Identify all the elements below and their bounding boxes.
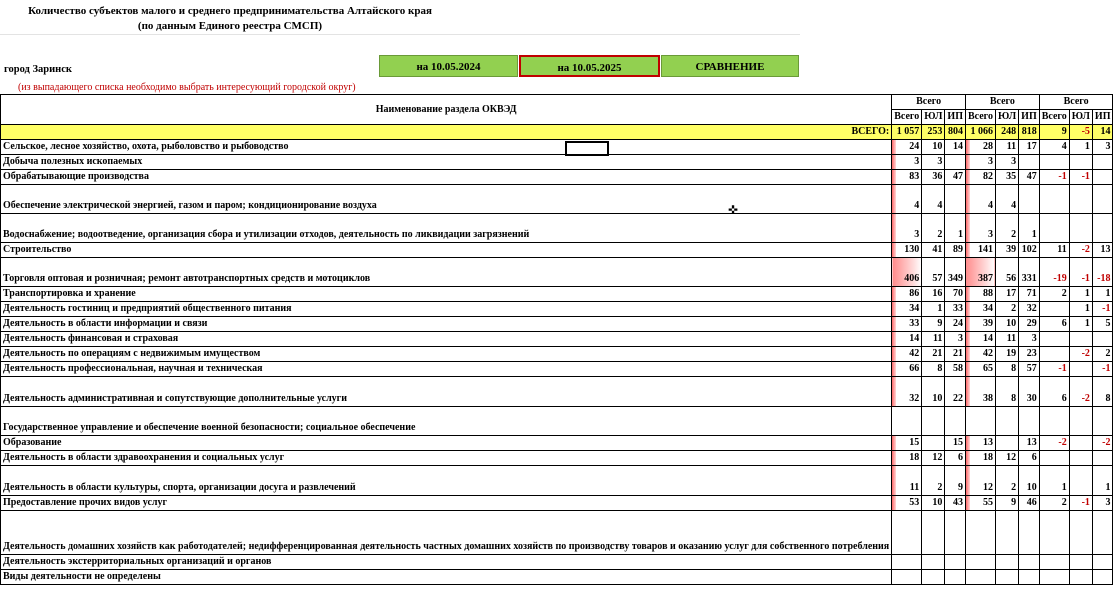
data-cell[interactable]: 3	[965, 214, 995, 243]
okved-section-name: Транспортировка и хранение	[1, 287, 892, 302]
data-cell[interactable]: 10	[995, 317, 1018, 332]
data-cell[interactable]	[945, 185, 966, 214]
data-cell[interactable]: 9	[945, 466, 966, 496]
okved-section-name: Строительство	[1, 243, 892, 258]
data-cell[interactable]	[965, 555, 995, 570]
data-cell[interactable]	[1069, 185, 1092, 214]
okved-section-name: Государственное управление и обеспечение военной безопасности; социальное обеспечение	[1, 407, 892, 436]
okved-section-name: Образование	[1, 436, 892, 451]
data-cell[interactable]: 6	[1039, 377, 1069, 407]
data-cell[interactable]: 29	[1019, 317, 1040, 332]
report-title-line1: Количество субъектов малого и среднего предпринимательства Алтайского края	[28, 5, 432, 17]
city-selector-hint: (из выпадающего списка необходимо выбрать интересующий городской округ)	[18, 82, 356, 93]
subcolumn-header: Всего	[1039, 110, 1069, 125]
okved-section-name: Деятельность в области здравоохранения и социальных услуг	[1, 451, 892, 466]
data-cell[interactable]: 12	[922, 451, 945, 466]
data-cell[interactable]: 18	[892, 451, 922, 466]
data-cell[interactable]: 2	[995, 214, 1018, 243]
data-cell[interactable]: 4	[995, 185, 1018, 214]
data-cell[interactable]: 42	[965, 347, 995, 362]
data-cell[interactable]: 66	[892, 362, 922, 377]
data-cell[interactable]: 9	[995, 496, 1018, 511]
table-row	[1, 466, 1113, 496]
data-cell[interactable]	[1039, 451, 1069, 466]
data-cell[interactable]: 39	[965, 317, 995, 332]
data-cell[interactable]: 3	[1092, 496, 1113, 511]
data-cell[interactable]: 4	[965, 185, 995, 214]
data-cell[interactable]: 21	[945, 347, 966, 362]
data-cell[interactable]	[945, 155, 966, 170]
data-cell[interactable]: 55	[965, 496, 995, 511]
data-cell[interactable]: 82	[965, 170, 995, 185]
data-cell[interactable]	[995, 407, 1018, 436]
data-cell[interactable]	[1092, 214, 1113, 243]
data-cell[interactable]: -2	[1069, 377, 1092, 407]
data-cell[interactable]: 34	[965, 302, 995, 317]
table-row	[1, 362, 1113, 377]
data-cell[interactable]: 15	[945, 436, 966, 451]
okved-section-name: Водоснабжение; водоотведение, организация сбора и утилизации отходов, деятельность по ликвидации загрязнений	[1, 214, 892, 243]
data-cell[interactable]: 11	[922, 332, 945, 347]
data-cell[interactable]: -1	[1039, 362, 1069, 377]
data-cell[interactable]	[965, 511, 995, 555]
data-cell[interactable]: 1	[1039, 466, 1069, 496]
data-cell[interactable]: 13	[965, 436, 995, 451]
table-row	[1, 570, 1113, 585]
data-cell[interactable]: 12	[965, 466, 995, 496]
data-cell[interactable]: -1	[1069, 258, 1092, 287]
data-cell[interactable]: 39	[995, 243, 1018, 258]
subcolumn-header: ЮЛ	[1069, 110, 1092, 125]
table-row	[1, 214, 1113, 243]
data-cell[interactable]: 86	[892, 287, 922, 302]
okved-section-name: Деятельность профессиональная, научная и техническая	[1, 362, 892, 377]
data-cell[interactable]: 12	[995, 451, 1018, 466]
data-cell[interactable]: -1	[1069, 496, 1092, 511]
data-cell[interactable]	[995, 555, 1018, 570]
table-row	[1, 496, 1113, 511]
column-header-okved: Наименование раздела ОКВЭД	[1, 95, 892, 125]
data-cell[interactable]: 16	[922, 287, 945, 302]
data-cell[interactable]: 30	[1019, 377, 1040, 407]
data-cell[interactable]: 36	[922, 170, 945, 185]
data-cell[interactable]: 88	[965, 287, 995, 302]
data-cell[interactable]: 1	[1019, 214, 1040, 243]
data-cell[interactable]: 2	[922, 214, 945, 243]
subcolumn-header: ЮЛ	[995, 110, 1018, 125]
data-cell[interactable]: 3	[995, 155, 1018, 170]
data-cell[interactable]: -19	[1039, 258, 1069, 287]
data-cell[interactable]: 46	[1019, 496, 1040, 511]
data-cell[interactable]: 102	[1019, 243, 1040, 258]
subcolumn-header: ИП	[945, 110, 966, 125]
data-cell[interactable]	[945, 407, 966, 436]
table-row	[1, 407, 1113, 436]
data-cell[interactable]	[1069, 214, 1092, 243]
data-cell[interactable]: 1	[1069, 302, 1092, 317]
data-cell[interactable]	[1039, 407, 1069, 436]
okved-section-name: Деятельность в области культуры, спорта, организации досуга и развлечений	[1, 466, 892, 496]
data-cell[interactable]	[922, 555, 945, 570]
table-row	[1, 436, 1113, 451]
data-cell[interactable]: 8	[922, 362, 945, 377]
table-row	[1, 243, 1113, 258]
data-cell[interactable]: 11	[1039, 243, 1069, 258]
table-row	[1, 258, 1113, 287]
table-row	[1, 170, 1113, 185]
data-cell[interactable]: 47	[1019, 170, 1040, 185]
data-cell[interactable]: -1	[1039, 170, 1069, 185]
group-header-total: Всего	[965, 95, 1039, 110]
data-cell[interactable]: 17	[1019, 140, 1040, 155]
data-cell[interactable]	[995, 436, 1018, 451]
data-cell[interactable]: 331	[1019, 258, 1040, 287]
data-cell[interactable]	[1019, 155, 1040, 170]
data-cell[interactable]: 1	[922, 302, 945, 317]
table-row	[1, 287, 1113, 302]
data-cell[interactable]	[1069, 451, 1092, 466]
data-cell[interactable]: 387	[965, 258, 995, 287]
divider	[0, 34, 800, 35]
data-cell[interactable]	[1039, 511, 1069, 555]
data-cell[interactable]	[945, 570, 966, 585]
data-cell[interactable]	[1019, 407, 1040, 436]
data-cell[interactable]: 4	[1039, 140, 1069, 155]
data-cell[interactable]: 38	[965, 377, 995, 407]
total-cell[interactable]: 1 066	[965, 125, 995, 140]
data-cell[interactable]: 10	[1019, 466, 1040, 496]
group-header-total: Всего	[892, 95, 966, 110]
data-cell[interactable]: 3	[1019, 332, 1040, 347]
data-cell[interactable]	[945, 511, 966, 555]
data-cell[interactable]: 53	[892, 496, 922, 511]
table-row	[1, 511, 1113, 555]
data-cell[interactable]	[1039, 570, 1069, 585]
data-cell[interactable]: 13	[1019, 436, 1040, 451]
data-cell[interactable]: 56	[995, 258, 1018, 287]
data-cell[interactable]: 13	[1092, 243, 1113, 258]
total-cell[interactable]: 9	[1039, 125, 1069, 140]
data-cell[interactable]: 10	[922, 377, 945, 407]
data-cell[interactable]	[1069, 362, 1092, 377]
data-cell[interactable]	[1069, 511, 1092, 555]
data-cell[interactable]: -2	[1092, 436, 1113, 451]
data-cell[interactable]: 21	[922, 347, 945, 362]
data-cell[interactable]: 141	[965, 243, 995, 258]
data-cell[interactable]: 43	[945, 496, 966, 511]
total-cell[interactable]: 818	[1019, 125, 1040, 140]
selected-cell-outline	[565, 141, 609, 156]
okved-section-name: Деятельность гостиниц и предприятий общественного питания	[1, 302, 892, 317]
data-cell[interactable]	[1019, 185, 1040, 214]
data-cell[interactable]	[965, 407, 995, 436]
data-cell[interactable]: 14	[892, 332, 922, 347]
total-label: ВСЕГО:	[1, 125, 892, 140]
data-cell[interactable]: 19	[995, 347, 1018, 362]
data-cell[interactable]: 41	[922, 243, 945, 258]
city-selector[interactable]: город Заринск	[4, 64, 72, 75]
date-2025-cell[interactable]: на 10.05.2025	[519, 55, 660, 77]
okved-table	[0, 94, 1113, 585]
data-cell[interactable]: -2	[1039, 436, 1069, 451]
data-cell[interactable]: 8	[995, 362, 1018, 377]
data-cell[interactable]: -18	[1092, 258, 1113, 287]
data-cell[interactable]	[1019, 511, 1040, 555]
header-row-groups	[1, 95, 1113, 110]
data-cell[interactable]	[922, 570, 945, 585]
data-cell[interactable]	[1019, 570, 1040, 585]
table-row	[1, 347, 1113, 362]
data-cell[interactable]	[1039, 347, 1069, 362]
total-cell[interactable]: 253	[922, 125, 945, 140]
data-cell[interactable]: 2	[922, 466, 945, 496]
data-cell[interactable]: 17	[995, 287, 1018, 302]
okved-section-name: Деятельность административная и сопутствующие дополнительные услуги	[1, 377, 892, 407]
table-row	[1, 185, 1113, 214]
data-cell[interactable]	[892, 407, 922, 436]
data-cell[interactable]	[1069, 155, 1092, 170]
data-cell[interactable]	[1069, 436, 1092, 451]
data-cell[interactable]	[1069, 555, 1092, 570]
okved-section-name: Деятельность в области информации и связи	[1, 317, 892, 332]
data-cell[interactable]: 8	[995, 377, 1018, 407]
data-cell[interactable]	[922, 511, 945, 555]
data-cell[interactable]: 10	[922, 140, 945, 155]
data-cell[interactable]: 9	[922, 317, 945, 332]
data-cell[interactable]: 2	[995, 466, 1018, 496]
data-cell[interactable]: 4	[922, 185, 945, 214]
data-cell[interactable]: 6	[945, 451, 966, 466]
total-cell[interactable]: -5	[1069, 125, 1092, 140]
data-cell[interactable]: 2	[1092, 347, 1113, 362]
data-cell[interactable]: 3	[965, 155, 995, 170]
total-row	[1, 125, 1113, 140]
data-cell[interactable]: 83	[892, 170, 922, 185]
data-cell[interactable]: 33	[945, 302, 966, 317]
data-cell[interactable]: 70	[945, 287, 966, 302]
data-cell[interactable]	[1039, 555, 1069, 570]
okved-section-name: Обеспечение электрической энергией, газом и паром; кондиционирование воздуха	[1, 185, 892, 214]
data-cell[interactable]: 22	[945, 377, 966, 407]
data-cell[interactable]: 71	[1019, 287, 1040, 302]
data-cell[interactable]: 35	[995, 170, 1018, 185]
data-cell[interactable]: 58	[945, 362, 966, 377]
table-row	[1, 155, 1113, 170]
data-cell[interactable]: 10	[922, 496, 945, 511]
data-cell[interactable]	[1092, 170, 1113, 185]
data-cell[interactable]: 2	[1039, 496, 1069, 511]
data-cell[interactable]	[892, 555, 922, 570]
data-cell[interactable]: 42	[892, 347, 922, 362]
data-cell[interactable]: 3	[892, 214, 922, 243]
subcolumn-header: ЮЛ	[922, 110, 945, 125]
data-cell[interactable]	[1092, 555, 1113, 570]
data-cell[interactable]: -2	[1069, 243, 1092, 258]
group-header-total: Всего	[1039, 95, 1113, 110]
data-cell[interactable]	[995, 570, 1018, 585]
data-cell[interactable]	[945, 555, 966, 570]
data-cell[interactable]	[965, 570, 995, 585]
data-cell[interactable]	[922, 436, 945, 451]
report-title-line2: (по данным Единого реестра СМСП)	[137, 20, 323, 32]
data-cell[interactable]: 32	[1019, 302, 1040, 317]
data-cell[interactable]	[922, 407, 945, 436]
data-cell[interactable]	[1092, 451, 1113, 466]
data-cell[interactable]: 2	[995, 302, 1018, 317]
data-cell[interactable]	[1039, 302, 1069, 317]
okved-section-name: Добыча полезных ископаемых	[1, 155, 892, 170]
table-row	[1, 302, 1113, 317]
data-cell[interactable]: 14	[945, 140, 966, 155]
data-cell[interactable]: -1	[1092, 302, 1113, 317]
data-cell[interactable]: 18	[965, 451, 995, 466]
data-cell[interactable]: 1	[1092, 287, 1113, 302]
comparison-cell[interactable]: СРАВНЕНИЕ	[661, 55, 799, 77]
data-cell[interactable]	[892, 511, 922, 555]
data-cell[interactable]: 11	[892, 466, 922, 496]
subcolumn-header: Всего	[892, 110, 922, 125]
data-cell[interactable]: 349	[945, 258, 966, 287]
data-cell[interactable]: 1	[945, 214, 966, 243]
data-cell[interactable]	[1092, 185, 1113, 214]
data-cell[interactable]: 24	[892, 140, 922, 155]
total-cell[interactable]: 248	[995, 125, 1018, 140]
data-cell[interactable]: 11	[995, 332, 1018, 347]
data-cell[interactable]: 14	[965, 332, 995, 347]
table-row	[1, 332, 1113, 347]
okved-section-name: Торговля оптовая и розничная; ремонт автотранспортных средств и мотоциклов	[1, 258, 892, 287]
table-row	[1, 317, 1113, 332]
data-cell[interactable]: 6	[1039, 317, 1069, 332]
okved-section-name: Предоставление прочих видов услуг	[1, 496, 892, 511]
data-cell[interactable]: 1	[1092, 466, 1113, 496]
table-row	[1, 140, 1113, 155]
data-cell[interactable]	[1069, 407, 1092, 436]
data-cell[interactable]: -2	[1069, 347, 1092, 362]
table-row	[1, 377, 1113, 407]
data-cell[interactable]	[1092, 511, 1113, 555]
total-cell[interactable]: 14	[1092, 125, 1113, 140]
data-cell[interactable]: -1	[1092, 362, 1113, 377]
report-title	[0, 4, 460, 34]
data-cell[interactable]: 6	[1019, 451, 1040, 466]
data-cell[interactable]: 3	[922, 155, 945, 170]
data-cell[interactable]	[892, 570, 922, 585]
data-cell[interactable]: 57	[1019, 362, 1040, 377]
total-cell[interactable]: 1 057	[892, 125, 922, 140]
data-cell[interactable]: 11	[995, 140, 1018, 155]
data-cell[interactable]	[1039, 155, 1069, 170]
data-cell[interactable]	[1039, 185, 1069, 214]
data-cell[interactable]: 34	[892, 302, 922, 317]
data-cell[interactable]: 23	[1019, 347, 1040, 362]
table-row	[1, 451, 1113, 466]
data-cell[interactable]: 3	[1092, 140, 1113, 155]
data-cell[interactable]: 4	[892, 185, 922, 214]
data-cell[interactable]	[1092, 570, 1113, 585]
data-cell[interactable]: -1	[1069, 170, 1092, 185]
data-cell[interactable]: 28	[965, 140, 995, 155]
data-cell[interactable]: 65	[965, 362, 995, 377]
data-cell[interactable]: 15	[892, 436, 922, 451]
data-cell[interactable]: 89	[945, 243, 966, 258]
data-cell[interactable]: 5	[1092, 317, 1113, 332]
subcolumn-header: Всего	[965, 110, 995, 125]
data-cell[interactable]: 3	[945, 332, 966, 347]
data-cell[interactable]: 57	[922, 258, 945, 287]
data-cell[interactable]	[1092, 407, 1113, 436]
okved-section-name: Сельское, лесное хозяйство, охота, рыболовство и рыбоводство	[1, 140, 892, 155]
okved-section-name: Деятельность финансовая и страховая	[1, 332, 892, 347]
table-row	[1, 555, 1113, 570]
crosshair-cursor-icon: ✜	[728, 203, 739, 217]
total-cell[interactable]: 804	[945, 125, 966, 140]
data-cell[interactable]	[1092, 332, 1113, 347]
data-cell[interactable]: 33	[892, 317, 922, 332]
data-cell[interactable]	[995, 511, 1018, 555]
data-cell[interactable]: 1	[1069, 287, 1092, 302]
data-cell[interactable]	[1069, 466, 1092, 496]
data-cell[interactable]: 406	[892, 258, 922, 287]
okved-section-name: Деятельность по операциям с недвижимым имуществом	[1, 347, 892, 362]
data-cell[interactable]: 8	[1092, 377, 1113, 407]
okved-section-name: Виды деятельности не определены	[1, 570, 892, 585]
data-cell[interactable]	[1039, 214, 1069, 243]
date-2024-cell[interactable]: на 10.05.2024	[379, 55, 518, 77]
okved-section-name: Деятельность домашних хозяйств как работодателей; недифференцированная деятельность частных домашних хозяйств по производству товаров и оказанию услуг для собственного потребления	[1, 511, 892, 555]
data-cell[interactable]	[1019, 555, 1040, 570]
subcolumn-header: ИП	[1019, 110, 1040, 125]
data-cell[interactable]: 2	[1039, 287, 1069, 302]
data-cell[interactable]: 32	[892, 377, 922, 407]
data-cell[interactable]: 3	[892, 155, 922, 170]
data-cell[interactable]: 130	[892, 243, 922, 258]
data-cell[interactable]: 47	[945, 170, 966, 185]
data-cell[interactable]	[1039, 332, 1069, 347]
data-cell[interactable]: 1	[1069, 317, 1092, 332]
data-cell[interactable]	[1069, 570, 1092, 585]
okved-section-name: Деятельность экстерриториальных организаций и органов	[1, 555, 892, 570]
data-cell[interactable]: 24	[945, 317, 966, 332]
subcolumn-header: ИП	[1092, 110, 1113, 125]
data-cell[interactable]: 1	[1069, 140, 1092, 155]
okved-section-name: Обрабатывающие производства	[1, 170, 892, 185]
data-cell[interactable]	[1069, 332, 1092, 347]
data-cell[interactable]	[1092, 155, 1113, 170]
